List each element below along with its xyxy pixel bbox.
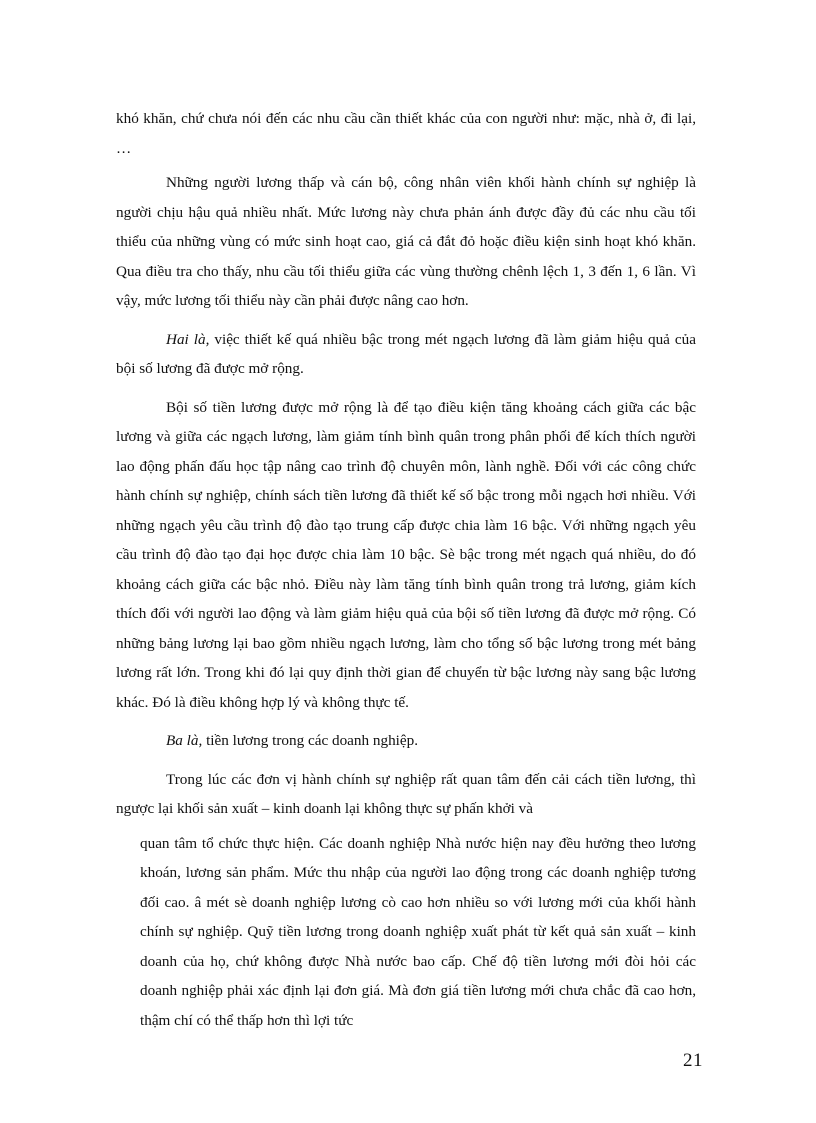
paragraph-low-wage: Những người lương thấp và cán bộ, công nhân viên khối hành chính sự nghiệp là người chịu hậu quả nhiều nhất. Mức lương này chưa phản ánh được đầy đủ các nhu cầu tối thiểu của những vùng có mức sinh hoạt cao, giá cả đắt đỏ hoặc điều kiện sinh hoạt khó khăn. Qua điều tra cho thấy, nhu cầu tối thiểu giữa các vùng thường chênh lệch 1, 3 đến 1, 6 lần. Vì vậy, mức lương tối thiểu này cần phải được nâng cao hơn. [116,174,696,309]
paragraph-wage-multiplier: Bội số tiền lương được mở rộng là để tạo điều kiện tăng khoảng cách giữa các bậc lương và giữa các ngạch lương, làm giảm tính bình quân trong phân phối để kích thích người lao động phấn đấu học tập nâng cao trình độ chuyên môn, lành nghề. Đối với các công chức hành chính sự nghiệp, chính sách tiền lương đã thiết kế số bậc trong mỗi ngạch hơi nhiều. Với những ngạch yêu cầu trình độ đào tạo trung cấp được chia làm 16 bậc. Với những ngạch yêu cầu trình độ đào tạo đại học được chia làm 10 bậc. Sè bậc trong mét ngạch quá nhiều, do đó khoảng cách giữa các bậc nhỏ. Điều này làm tăng tính bình quân trong trả lương, giảm kích thích đối với người lao động và làm giảm hiệu quả của bội số tiền lương đã được mở rộng. Có những bảng lương lại bao gồm nhiều ngạch lương, làm cho tổng số bậc lương trong mét bảng lương rất lớn. Trong khi đó lại quy định thời gian để chuyển từ bậc lương này sang bậc lương khác. Đó là điều không hợp lý và không thực tế. [116,398,696,711]
page-number: 21 [683,1050,703,1071]
body-text [116,104,696,1044]
second-point-lead: Hai là, [166,330,210,348]
paragraph-third-point [116,726,696,756]
third-point-lead: Ba là, [166,732,203,749]
paragraph-continuation: khó khăn, chứ chưa nói đến các nhu cầu cần thiết khác của con người như: mặc, nhà ở, đi lại, … [116,110,696,157]
paragraph-second-point [116,325,696,384]
paragraph-enterprises-continued: quan tâm tổ chức thực hiện. Các doanh nghiệp Nhà nước hiện nay đều hưởng theo lương khoán, lương sản phẩm. Mức thu nhập của người lao động trong các doanh nghiệp tương đối cao. â mét sè doanh nghiệp lương cò cao hơn nhiều so với lương mới của khối hành chính sự nghiệp. Quỹ tiền lương trong doanh nghiệp xuất phát từ kết quả sản xuất – kinh doanh của họ, chứ không được Nhà nước bao cấp. Chế độ tiền lương mới đòi hỏi các doanh nghiệp phải xác định lại đơn giá. Mà đơn giá tiền lương mới chưa chắc đã cao hơn, thậm chí có thể thấp hơn thì lợi tức [140,834,696,1029]
paragraph-enterprises: Trong lúc các đơn vị hành chính sự nghiệp rất quan tâm đến cải cách tiền lương, thì ngược lại khối sản xuất – kinh doanh lại không thực sự phấn khởi và [116,770,696,817]
third-point-text: tiền lương trong các doanh nghiệp. [202,732,419,749]
second-point-text: việc thiết kế quá nhiều bậc trong mét ngạch lương đã làm giảm hiệu quả của bội số lương đã được mở rộng. [116,330,696,377]
